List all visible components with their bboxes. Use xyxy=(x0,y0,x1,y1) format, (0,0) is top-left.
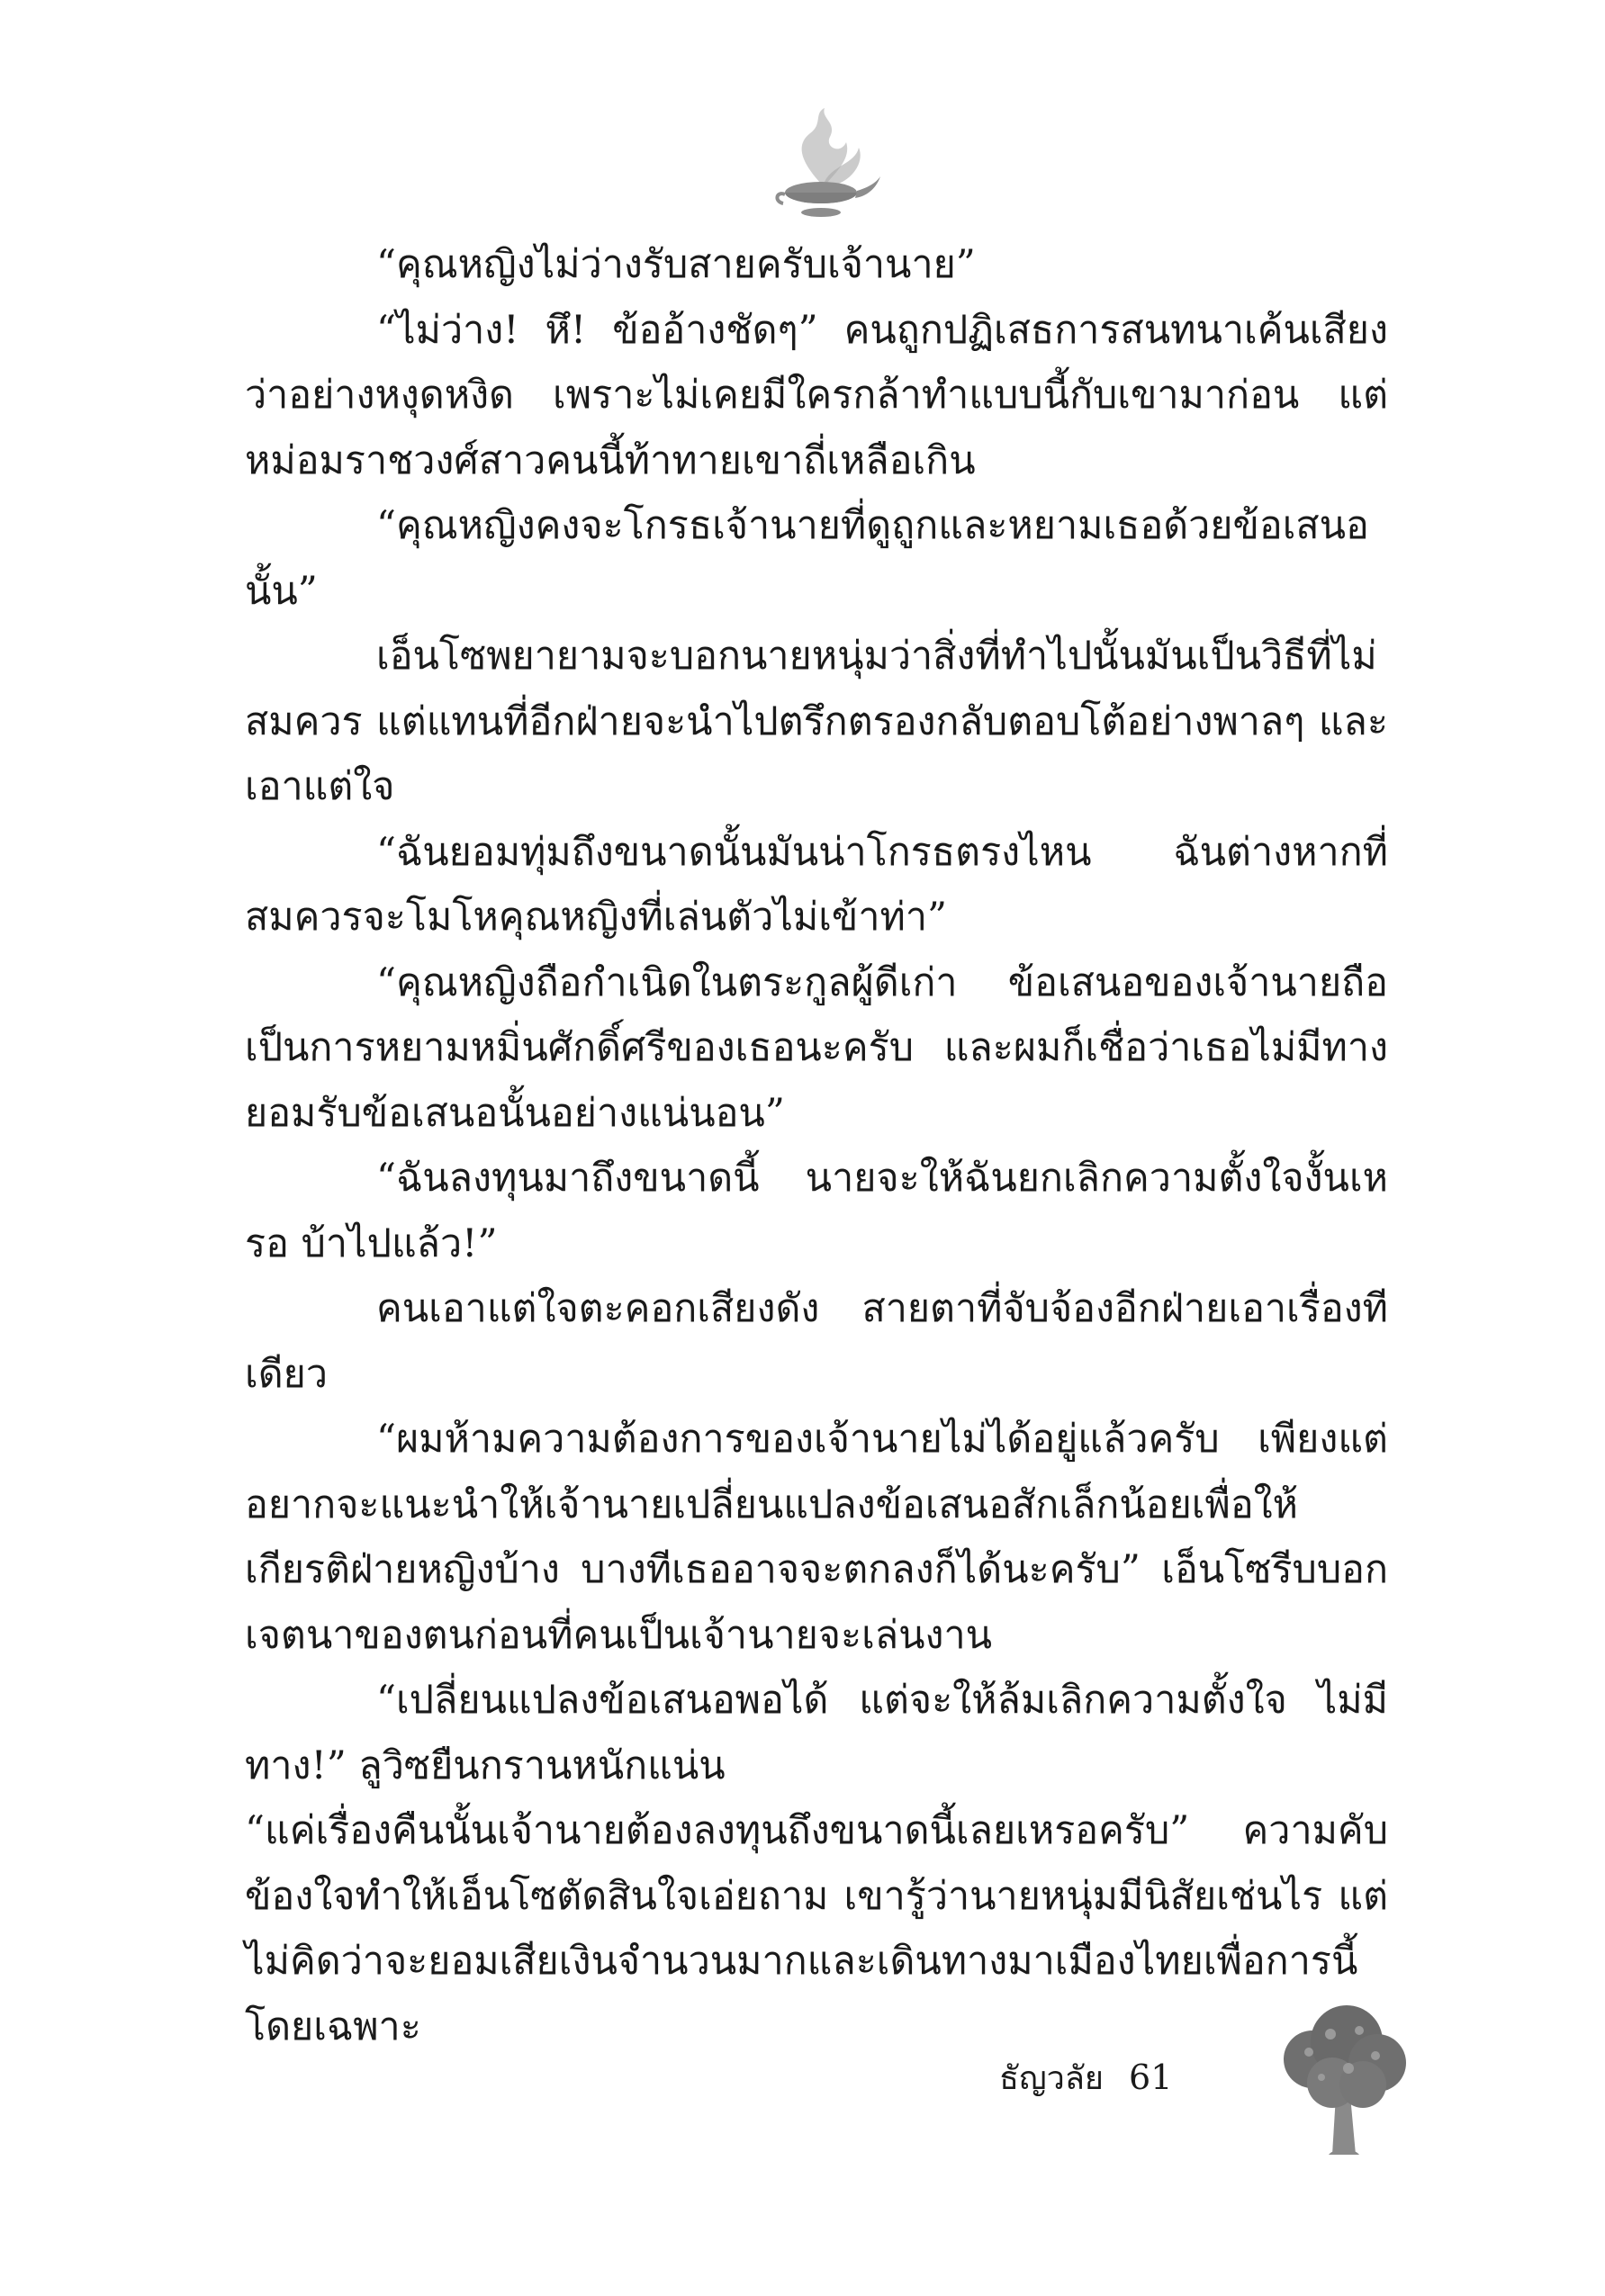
author-name: ธัญวลัย xyxy=(999,2059,1105,2097)
page-footer xyxy=(999,2050,1172,2104)
paragraph: “คุณหญิงถือกำเนิดในตระกูลผู้ดีเก่า ข้อเสนอของเจ้านายถือเป็นการหยามหมิ่นศักดิ์ศรีของเธอนะครับ และผมก็เชื่อว่าเธอไม่มีทางยอมรับข้อเสนอนั้นอย่างแน่นอน” xyxy=(245,959,1388,1136)
paragraph: เอ็นโซพยายามจะบอกนายหนุ่มว่าสิ่งที่ทำไปนั้นมันเป็นวิธีที่ไม่สมควร แต่แทนที่อีกฝ่ายจะนำไปตรึกตรองกลับตอบโต้อย่างพาลๆ และเอาแต่ใจ xyxy=(245,634,1388,809)
paragraph: “คุณหญิงไม่ว่างรับสายครับเจ้านาย” xyxy=(376,242,976,287)
body-text xyxy=(245,232,1388,2059)
paragraph: “ฉันยอมทุ่มถึงขนาดนั้นมันน่าโกรธตรงไหน ฉันต่างหากที่สมควรจะโมโหคุณหญิงที่เล่นตัวไม่เข้าท่า” xyxy=(245,829,1388,940)
paragraph: “คุณหญิงคงจะโกรธเจ้านายที่ดูถูกและหยามเธอด้วยข้อเสนอนั้น” xyxy=(245,503,1369,614)
genie-lamp-icon xyxy=(758,101,884,227)
tree-icon xyxy=(1276,1996,1411,2167)
paragraph: คนเอาแต่ใจตะคอกเสียงดัง สายตาที่จับจ้องอีกฝ่ายเอาเรื่องทีเดียว xyxy=(245,1286,1388,1397)
paragraph: “เปลี่ยนแปลงข้อเสนอพอได้ แต่จะให้ล้มเลิกความตั้งใจ ไม่มีทาง!” ลูวิซยืนกรานหนักแน่น xyxy=(245,1678,1388,1788)
paragraph: “แค่เรื่องคืนนั้นเจ้านายต้องลงทุนถึงขนาดนี้เลยเหรอครับ” ความคับข้องใจทำให้เอ็นโซตัดสินใจเอ่ยถาม เขารู้ว่านายหนุ่มมีนิสัยเช่นไร แต่ไม่คิดว่าจะยอมเสียเงินจำนวนมากและเดินทางมาเมืองไทยเพื่อการนี้โดยเฉพาะ xyxy=(245,1808,1388,2049)
page-number: 61 xyxy=(1129,2057,1173,2097)
paragraph: “ผมห้ามความต้องการของเจ้านายไม่ได้อยู่แล้วครับ เพียงแต่อยากจะแนะนำให้เจ้านายเปลี่ยนแปลงข้อเสนอสักเล็กน้อยเพื่อให้เกียรติฝ่ายหญิงบ้าง บางทีเธออาจจะตกลงก็ได้นะครับ” เอ็นโซรีบบอกเจตนาของตนก่อนที่คนเป็นเจ้านายจะเล่นงาน xyxy=(245,1417,1388,1658)
paragraph: “ฉันลงทุนมาถึงขนาดนี้ นายจะให้ฉันยกเลิกความตั้งใจงั้นเหรอ บ้าไปแล้ว!” xyxy=(245,1156,1388,1266)
paragraph: “ไม่ว่าง! หึ! ข้ออ้างชัดๆ” คนถูกปฏิเสธการสนทนาเค้นเสียงว่าอย่างหงุดหงิด เพราะไม่เคยมีใครกล้าทำแบบนี้กับเขามาก่อน แต่หม่อมราชวงศ์สาวคนนี้ท้าทายเขาถี่เหลือเกิน xyxy=(245,307,1388,483)
